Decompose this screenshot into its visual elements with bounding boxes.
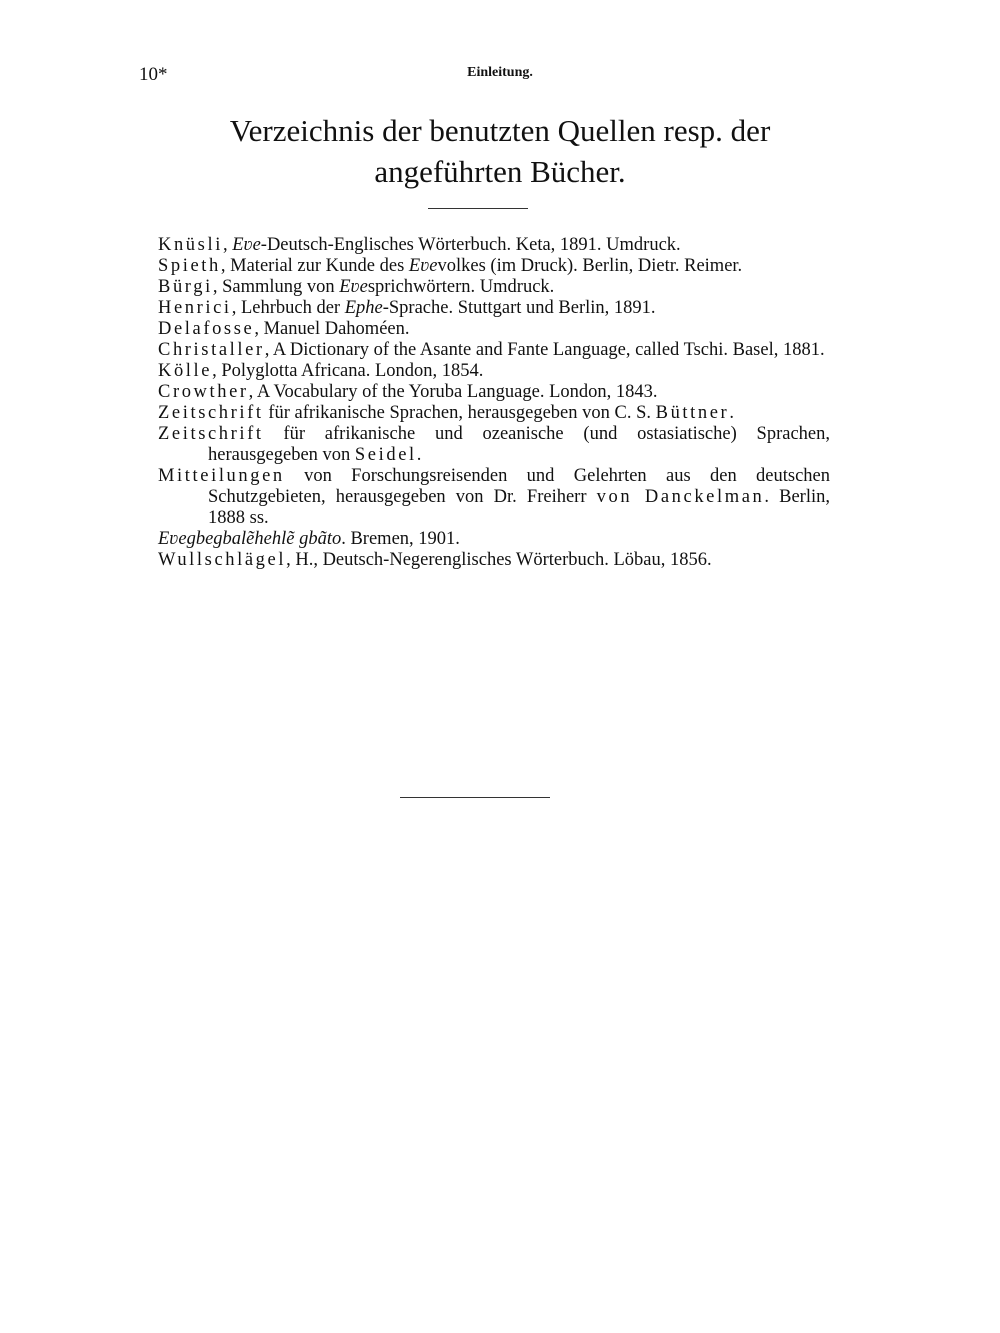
- list-item: [158, 550, 830, 571]
- entry-author: Henrici: [158, 298, 232, 318]
- entry-spaced: Büttner: [655, 403, 730, 423]
- entry-author: Spieth: [158, 256, 221, 276]
- list-item: [158, 256, 830, 277]
- list-item: [158, 298, 830, 319]
- entry-spaced: Seidel: [354, 445, 417, 465]
- list-item: [158, 403, 830, 424]
- entry-pre: , Lehrbuch der: [231, 298, 345, 318]
- list-item: [158, 277, 830, 298]
- entry-text: . Bremen, 1901.: [341, 529, 460, 549]
- entry-text: von Forschungsreisenden und Gelehrten aus den deutschen Schutzgebieten, herausgegeben von Dr. Freiherr: [208, 466, 830, 507]
- entry-author: Delafosse: [158, 319, 255, 339]
- list-item: [158, 340, 830, 361]
- list-item: [158, 361, 830, 382]
- entry-pre: , Material zur Kunde des: [220, 256, 409, 276]
- title-line-2: angeführten Bücher.: [374, 154, 626, 189]
- entry-end: . Berlin, 1888 ss.: [208, 487, 831, 528]
- entry-text: , A Vocabulary of the Yoruba Language. London, 1843.: [248, 382, 658, 402]
- source-list: [158, 235, 830, 571]
- entry-end: .: [416, 445, 422, 465]
- entry-author: Zeitschrift: [158, 403, 264, 423]
- entry-author: Zeitschrift: [158, 424, 264, 444]
- entry-text: , A Dictionary of the Asante and Fante Language, called Tschi. Basel, 1881.: [264, 340, 825, 360]
- entry-italic: Eʋe: [232, 235, 261, 255]
- page-number: 10*: [139, 64, 168, 85]
- entry-end: .: [729, 403, 734, 423]
- entry-text: , Polyglotta Africana. London, 1854.: [212, 361, 484, 381]
- list-item: [158, 382, 830, 403]
- entry-italic: Ephe: [344, 298, 383, 318]
- entry-author: Mitteilungen: [158, 466, 285, 486]
- entry-text: volkes (im Druck). Berlin, Dietr. Reimer.: [437, 256, 743, 276]
- entry-author: Bürgi: [158, 277, 213, 297]
- entry-author: Kölle: [158, 361, 213, 381]
- list-item: [158, 319, 830, 340]
- entry-text: -Sprache. Stuttgart und Berlin, 1891.: [382, 298, 656, 318]
- entry-author: Wullschlägel: [158, 550, 287, 570]
- entry-author: Crowther: [158, 382, 249, 402]
- entry-text: , H., Deutsch-Negerenglisches Wörterbuch. Löbau, 1856.: [286, 550, 712, 570]
- title-line-1: Verzeichnis der benutzten Quellen resp. der: [229, 113, 771, 148]
- running-head: Einleitung.: [467, 65, 533, 80]
- list-item: [158, 529, 830, 550]
- page-title: [120, 110, 880, 192]
- entry-author: Christaller: [158, 340, 265, 360]
- entry-italic: Eʋe: [408, 256, 438, 276]
- list-item: [158, 424, 830, 466]
- entry-pre: , Sammlung von: [212, 277, 340, 297]
- entry-text: -Deutsch-Englisches Wörterbuch. Keta, 1891. Umdruck.: [260, 235, 681, 255]
- entry-text: sprichwörtern. Umdruck.: [367, 277, 555, 297]
- entry-italic: Eʋegbegbalẽhehlẽ gbãto: [158, 529, 342, 549]
- entry-italic: Eʋe: [339, 277, 368, 297]
- ornamental-rule-bottom: [400, 797, 550, 798]
- ornamental-rule-top: [428, 208, 528, 209]
- list-item: [158, 466, 830, 529]
- entry-spaced: von Danckelman: [596, 487, 765, 507]
- entry-text: für afrikanische Sprachen, herausgegeben von C. S.: [263, 403, 656, 423]
- list-item: Knüsli, Eʋe-Deutsch-Englisches Wörterbuch. Keta, 1891. Umdruck.: [158, 235, 681, 255]
- entry-text: , Manuel Dahoméen.: [254, 319, 410, 339]
- entry-author: Knüsli: [158, 235, 223, 255]
- entry-text: für afrikanische und ozeanische (und ostasiatische) Sprachen, herausgegeben von: [208, 424, 830, 465]
